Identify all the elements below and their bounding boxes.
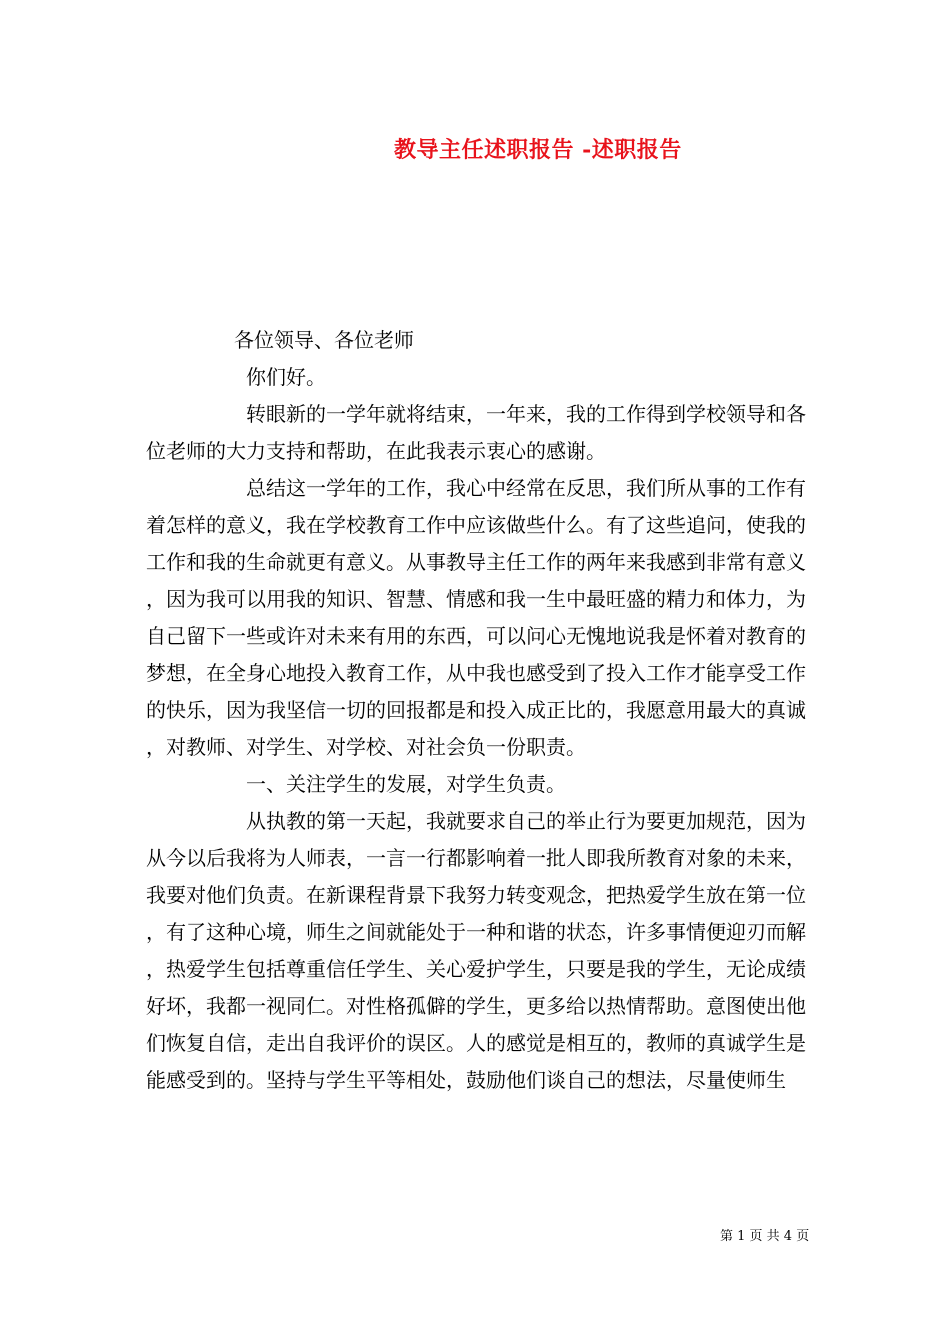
section-paragraph: 从执教的第一天起，我就要求自己的举止行为要更加规范，因为从今以后我将为人师表，一言一行都影响着一批人即我所教育对象的未来，我要对他们负责。在新课程背景下我努力转变观念，把热爱学生放在第一位，有了这种心境，师生之间就能处于一种和谐的状态，许多事情便迎刃而解，热爱学生包括尊重信任学生、关心爱护学生，只要是我的学生，无论成绩好坏，我都一视同仁。对性格孤僻的学生，更多给以热情帮助。意图使出他们恢复自信，走出自我评价的误区。人的感觉是相互的，教师的真诚学生是能感受到的。坚持与学生平等相处，鼓励他们谈自己的想法，尽量使师生 [146, 809, 806, 1092]
body-paragraph-2: 总结这一学年的工作，我心中经常在反思，我们所从事的工作有着怎样的意义，我在学校教育工作中应该做些什么。有了这些追问，使我的工作和我的生命就更有意义。从事教导主任工作的两年来我感到非常有意义，因为我可以用我的知识、智慧、情感和我一生中最旺盛的精力和体力，为自己留下一些或许对未来有用的东西，可以问心无愧地说我是怀着对教育的梦想，在全身心地投入教育工作，从中我也感受到了投入工作才能享受工作的快乐，因为我坚信一切的回报都是和投入成正比的，我愿意用最大的真诚，对教师、对学生、对学校、对社会负一份职责。 [146, 476, 806, 759]
salutation: 你们好。 [246, 365, 326, 389]
body-paragraph-1: 转眼新的一学年就将结束，一年来，我的工作得到学校领导和各位老师的大力支持和帮助，在此我表示衷心的感谢。 [146, 402, 806, 463]
document-title: 教导主任述职报告 -述职报告 [394, 137, 682, 163]
document-body [146, 322, 806, 1099]
page-number-footer: 第 1 页 共 4 页 [720, 1229, 810, 1244]
greeting: 各位领导、各位老师 [234, 328, 414, 352]
section-heading: 一、关注学生的发展，对学生负责。 [246, 772, 566, 796]
